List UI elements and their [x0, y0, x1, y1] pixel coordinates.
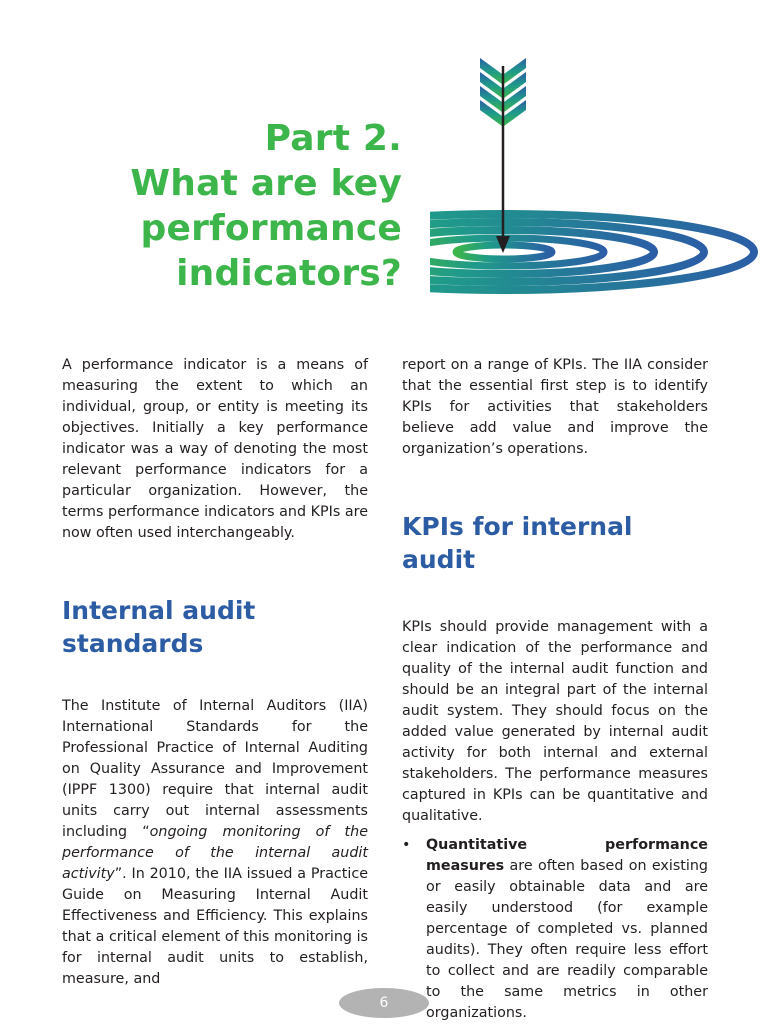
- kpis-paragraph: KPIs should provide management with a clear indication of the performance and quality of the internal audit function and should be an integral part of the internal audit system. They should focus on the added value generated by internal audit activity for both internal and external stakeholders. The performance measures captured in KPIs can be quantitative and qualitative.: [402, 619, 708, 824]
- title-line-3: performance: [140, 208, 402, 249]
- intro-paragraph: A performance indicator is a means of measuring the extent to which an individual, group, or entity is meeting its objectives. Initially a key performance indicator was a way of denoting the most relevant performance indicators for a particular organization. However, the terms performance indicators and KPIs are now often used interchangeably.: [62, 357, 368, 541]
- target-arrow-illustration: [424, 52, 760, 302]
- right-column: [402, 355, 708, 1024]
- page-number-badge: 6: [339, 988, 429, 1018]
- bullet-marker: •: [402, 837, 411, 853]
- internal-audit-standards-heading: Internal audit standards: [62, 596, 256, 658]
- title-line-2: What are key: [130, 163, 402, 204]
- page-title: [60, 116, 402, 296]
- continuation-paragraph: report on a range of KPIs. The IIA consider that the essential first step is to identify KPIs for activities that stakeholders believe add value and improve the organization’s operations.: [402, 357, 708, 457]
- target-rings: [424, 214, 754, 290]
- bullet-text: are often based on existing or easily obtainable data and are easily understood (for example percentage of completed vs. planned audits). They often require less effort to collect and are readily comparable to the same metrics in other organizations.: [426, 858, 708, 1021]
- bullet-quantitative: [402, 835, 708, 1024]
- title-line-1: Part 2.: [264, 118, 402, 159]
- title-line-4: indicators?: [176, 253, 402, 294]
- standards-text-b: ”. In 2010, the IIA issued a Practice Guide on Measuring Internal Audit Effectiveness and Efficiency. This explains that a critical element of this monitoring is for internal audit units to establish, measure, and: [62, 866, 368, 987]
- standards-text-a: The Institute of Internal Auditors (IIA) International Standards for the Professional Practice of Internal Auditing on Quality Assurance and Improvement (IPPF 1300) require that internal audit units carry out internal assessments including “: [62, 698, 368, 840]
- bullet-lead: Quantitative performance measures: [426, 837, 708, 874]
- standards-text-italic: ongoing monitoring of the performance of the internal audit activity: [62, 824, 369, 882]
- left-column: [62, 355, 368, 990]
- standards-paragraph: [62, 696, 368, 990]
- kpis-internal-audit-heading: KPIs for internal audit: [402, 512, 633, 574]
